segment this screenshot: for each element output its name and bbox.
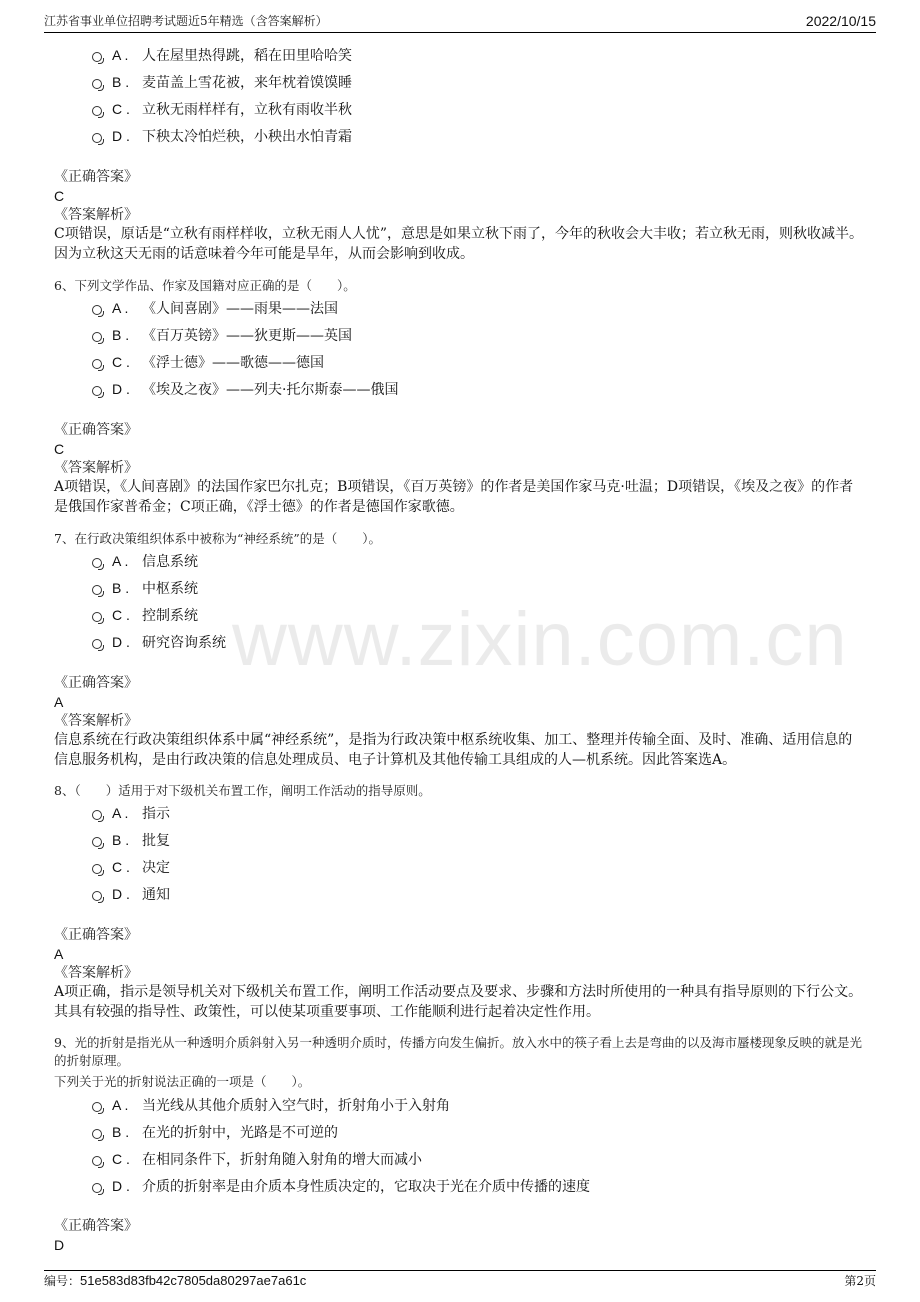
answer-label: 《正确答案》 xyxy=(54,927,138,943)
option-q9-d[interactable] xyxy=(92,1177,590,1196)
option-text: 指示 xyxy=(142,806,170,822)
option-letter: C . xyxy=(112,1151,130,1167)
option-text: 当光线从其他介质射入空气时，折射角小于入射角 xyxy=(142,1098,450,1114)
option-text: 中枢系统 xyxy=(142,581,198,597)
code-value: 51e583d83fb42c7805da80297ae7a61c xyxy=(80,1273,307,1288)
radio-icon[interactable] xyxy=(92,1129,102,1139)
radio-icon[interactable] xyxy=(92,133,102,143)
option-text: 研究咨询系统 xyxy=(142,635,226,651)
option-letter: D . xyxy=(112,1178,130,1194)
option-letter: B . xyxy=(112,327,130,343)
option-text: 下秧太冷怕烂秧，小秧出水怕青霜 xyxy=(142,129,352,145)
option-text: 人在屋里热得跳，稻在田里哈哈笑 xyxy=(142,48,352,64)
radio-icon[interactable] xyxy=(92,639,102,649)
option-letter: D . xyxy=(112,128,130,144)
option-letter: D . xyxy=(112,381,130,397)
option-letter: B . xyxy=(112,1124,130,1140)
option-text: 《百万英镑》——狄更斯——英国 xyxy=(142,328,352,344)
option-q9-c[interactable] xyxy=(92,1150,422,1169)
radio-icon[interactable] xyxy=(92,386,102,396)
answer-label: 《正确答案》 xyxy=(54,422,138,438)
answer-label: 《正确答案》 xyxy=(54,1218,138,1234)
option-text: 信息系统 xyxy=(142,554,198,570)
page-header xyxy=(44,12,876,33)
option-text: 介质的折射率是由介质本身性质决定的，它取决于光在介质中传播的速度 xyxy=(142,1179,590,1195)
option-q8-c[interactable] xyxy=(92,858,170,877)
option-q6-a[interactable] xyxy=(92,299,338,318)
option-q8-d[interactable] xyxy=(92,885,170,904)
option-q5-c[interactable] xyxy=(92,100,352,119)
option-letter: C . xyxy=(112,607,130,623)
option-q8-a[interactable] xyxy=(92,804,170,823)
option-q7-a[interactable] xyxy=(92,552,198,571)
answer-label: 《正确答案》 xyxy=(54,169,138,185)
analysis-label: 《答案解析》 xyxy=(54,713,138,729)
answer-label: 《正确答案》 xyxy=(54,675,138,691)
option-letter: D . xyxy=(112,634,130,650)
document-title: 江苏省事业单位招聘考试题近5年精选（含答案解析） xyxy=(44,14,328,28)
radio-icon[interactable] xyxy=(92,52,102,62)
question-stem: 7、在行政决策组织体系中被称为“神经系统”的是（ ）。 xyxy=(54,531,381,546)
option-q9-a[interactable] xyxy=(92,1096,450,1115)
document-code xyxy=(44,1271,306,1291)
radio-icon[interactable] xyxy=(92,79,102,89)
option-text: 《人间喜剧》——雨果——法国 xyxy=(142,301,338,317)
answer-value: D xyxy=(54,1237,65,1253)
option-q6-b[interactable] xyxy=(92,326,352,345)
question-stem-line2: 下列关于光的折射说法正确的一项是（ ）。 xyxy=(54,1074,311,1089)
radio-icon[interactable] xyxy=(92,305,102,315)
radio-icon[interactable] xyxy=(92,1183,102,1193)
option-letter: B . xyxy=(112,832,130,848)
code-label: 编号： xyxy=(44,1274,81,1288)
option-letter: C . xyxy=(112,354,130,370)
analysis-label: 《答案解析》 xyxy=(54,965,138,981)
question-stem: 9、光的折射是指光从一种透明介质斜射入另一种透明介质时，传播方向发生偏折。放入水中的筷子看上去是弯曲的以及海市蜃楼现象反映的就是光的折射原理。 xyxy=(54,1035,862,1068)
option-letter: D . xyxy=(112,886,130,902)
analysis-text: 信息系统在行政决策组织体系中属“神经系统”，是指为行政决策中枢系统收集、加工、整理并传输全面、及时、准确、适用信息的信息服务机构，是由行政决策的信息处理成员、电子计算机及其他传输工具组成的人—机系统。因此答案选A。 xyxy=(54,732,853,768)
option-q6-d[interactable] xyxy=(92,380,398,399)
answer-value: C xyxy=(54,188,65,204)
option-letter: B . xyxy=(112,580,130,596)
analysis-text: A项错误，《人间喜剧》的法国作家巴尔扎克；B项错误，《百万英镑》的作者是美国作家马克·吐温；D项错误，《埃及之夜》的作者是俄国作家普希金；C项正确，《浮士德》的作者是德国作家歌德。 xyxy=(54,479,854,515)
analysis-text: A项正确，指示是领导机关对下级机关布置工作，阐明工作活动要点及要求、步骤和方法时所使用的一种具有指导原则的下行公文。其具有较强的指导性、政策性，可以使某项重要事项、工作能顺利进行起着决定性作用。 xyxy=(54,984,863,1020)
option-q7-d[interactable] xyxy=(92,633,226,652)
answer-value: C xyxy=(54,441,65,457)
radio-icon[interactable] xyxy=(92,558,102,568)
option-text: 麦苗盖上雪花被，来年枕着馍馍睡 xyxy=(142,75,352,91)
analysis-label: 《答案解析》 xyxy=(54,460,138,476)
option-q5-a[interactable] xyxy=(92,46,352,65)
radio-icon[interactable] xyxy=(92,612,102,622)
option-q7-c[interactable] xyxy=(92,606,198,625)
radio-icon[interactable] xyxy=(92,1102,102,1112)
option-letter: A . xyxy=(112,300,129,316)
option-q5-b[interactable] xyxy=(92,73,352,92)
option-text: 通知 xyxy=(142,887,170,903)
radio-icon[interactable] xyxy=(92,1156,102,1166)
option-text: 立秋无雨样样有，立秋有雨收半秋 xyxy=(142,102,352,118)
question-stem: 8、（ ）适用于对下级机关布置工作，阐明工作活动的指导原则。 xyxy=(54,783,431,798)
analysis-label: 《答案解析》 xyxy=(54,207,138,223)
page-number: 第2页 xyxy=(844,1274,876,1288)
option-letter: A . xyxy=(112,1097,129,1113)
option-letter: A . xyxy=(112,805,129,821)
option-text: 在光的折射中，光路是不可逆的 xyxy=(142,1125,338,1141)
radio-icon[interactable] xyxy=(92,837,102,847)
radio-icon[interactable] xyxy=(92,332,102,342)
option-text: 控制系统 xyxy=(142,608,198,624)
radio-icon[interactable] xyxy=(92,864,102,874)
radio-icon[interactable] xyxy=(92,359,102,369)
radio-icon[interactable] xyxy=(92,891,102,901)
watermark: www.zixin.com.cn xyxy=(232,597,848,682)
radio-icon[interactable] xyxy=(92,106,102,116)
option-letter: B . xyxy=(112,74,130,90)
option-text: 批复 xyxy=(142,833,170,849)
option-text: 《埃及之夜》——列夫·托尔斯泰——俄国 xyxy=(142,382,399,398)
option-letter: A . xyxy=(112,47,129,63)
radio-icon[interactable] xyxy=(92,585,102,595)
analysis-text: C项错误，原话是“立秋有雨样样收，立秋无雨人人忧”，意思是如果立秋下雨了，今年的秋收会大丰收；若立秋无雨，则秋收减半。因为立秋这天无雨的话意味着今年可能是旱年，从而会影响到收成。 xyxy=(54,226,864,262)
option-q5-d[interactable] xyxy=(92,127,352,146)
option-q8-b[interactable] xyxy=(92,831,170,850)
option-letter: C . xyxy=(112,859,130,875)
question-stem: 6、下列文学作品、作家及国籍对应正确的是（ ）。 xyxy=(54,278,356,293)
option-q6-c[interactable] xyxy=(92,353,324,372)
answer-value: A xyxy=(54,694,64,710)
option-q9-b[interactable] xyxy=(92,1123,338,1142)
option-q7-b[interactable] xyxy=(92,579,198,598)
option-text: 《浮士德》——歌德——德国 xyxy=(142,355,324,371)
option-letter: C . xyxy=(112,101,130,117)
radio-icon[interactable] xyxy=(92,810,102,820)
answer-value: A xyxy=(54,946,64,962)
option-text: 决定 xyxy=(142,860,170,876)
page-footer xyxy=(44,1270,876,1293)
option-letter: A . xyxy=(112,553,129,569)
option-text: 在相同条件下，折射角随入射角的增大而减小 xyxy=(142,1152,422,1168)
document-date: 2022/10/15 xyxy=(805,13,876,29)
